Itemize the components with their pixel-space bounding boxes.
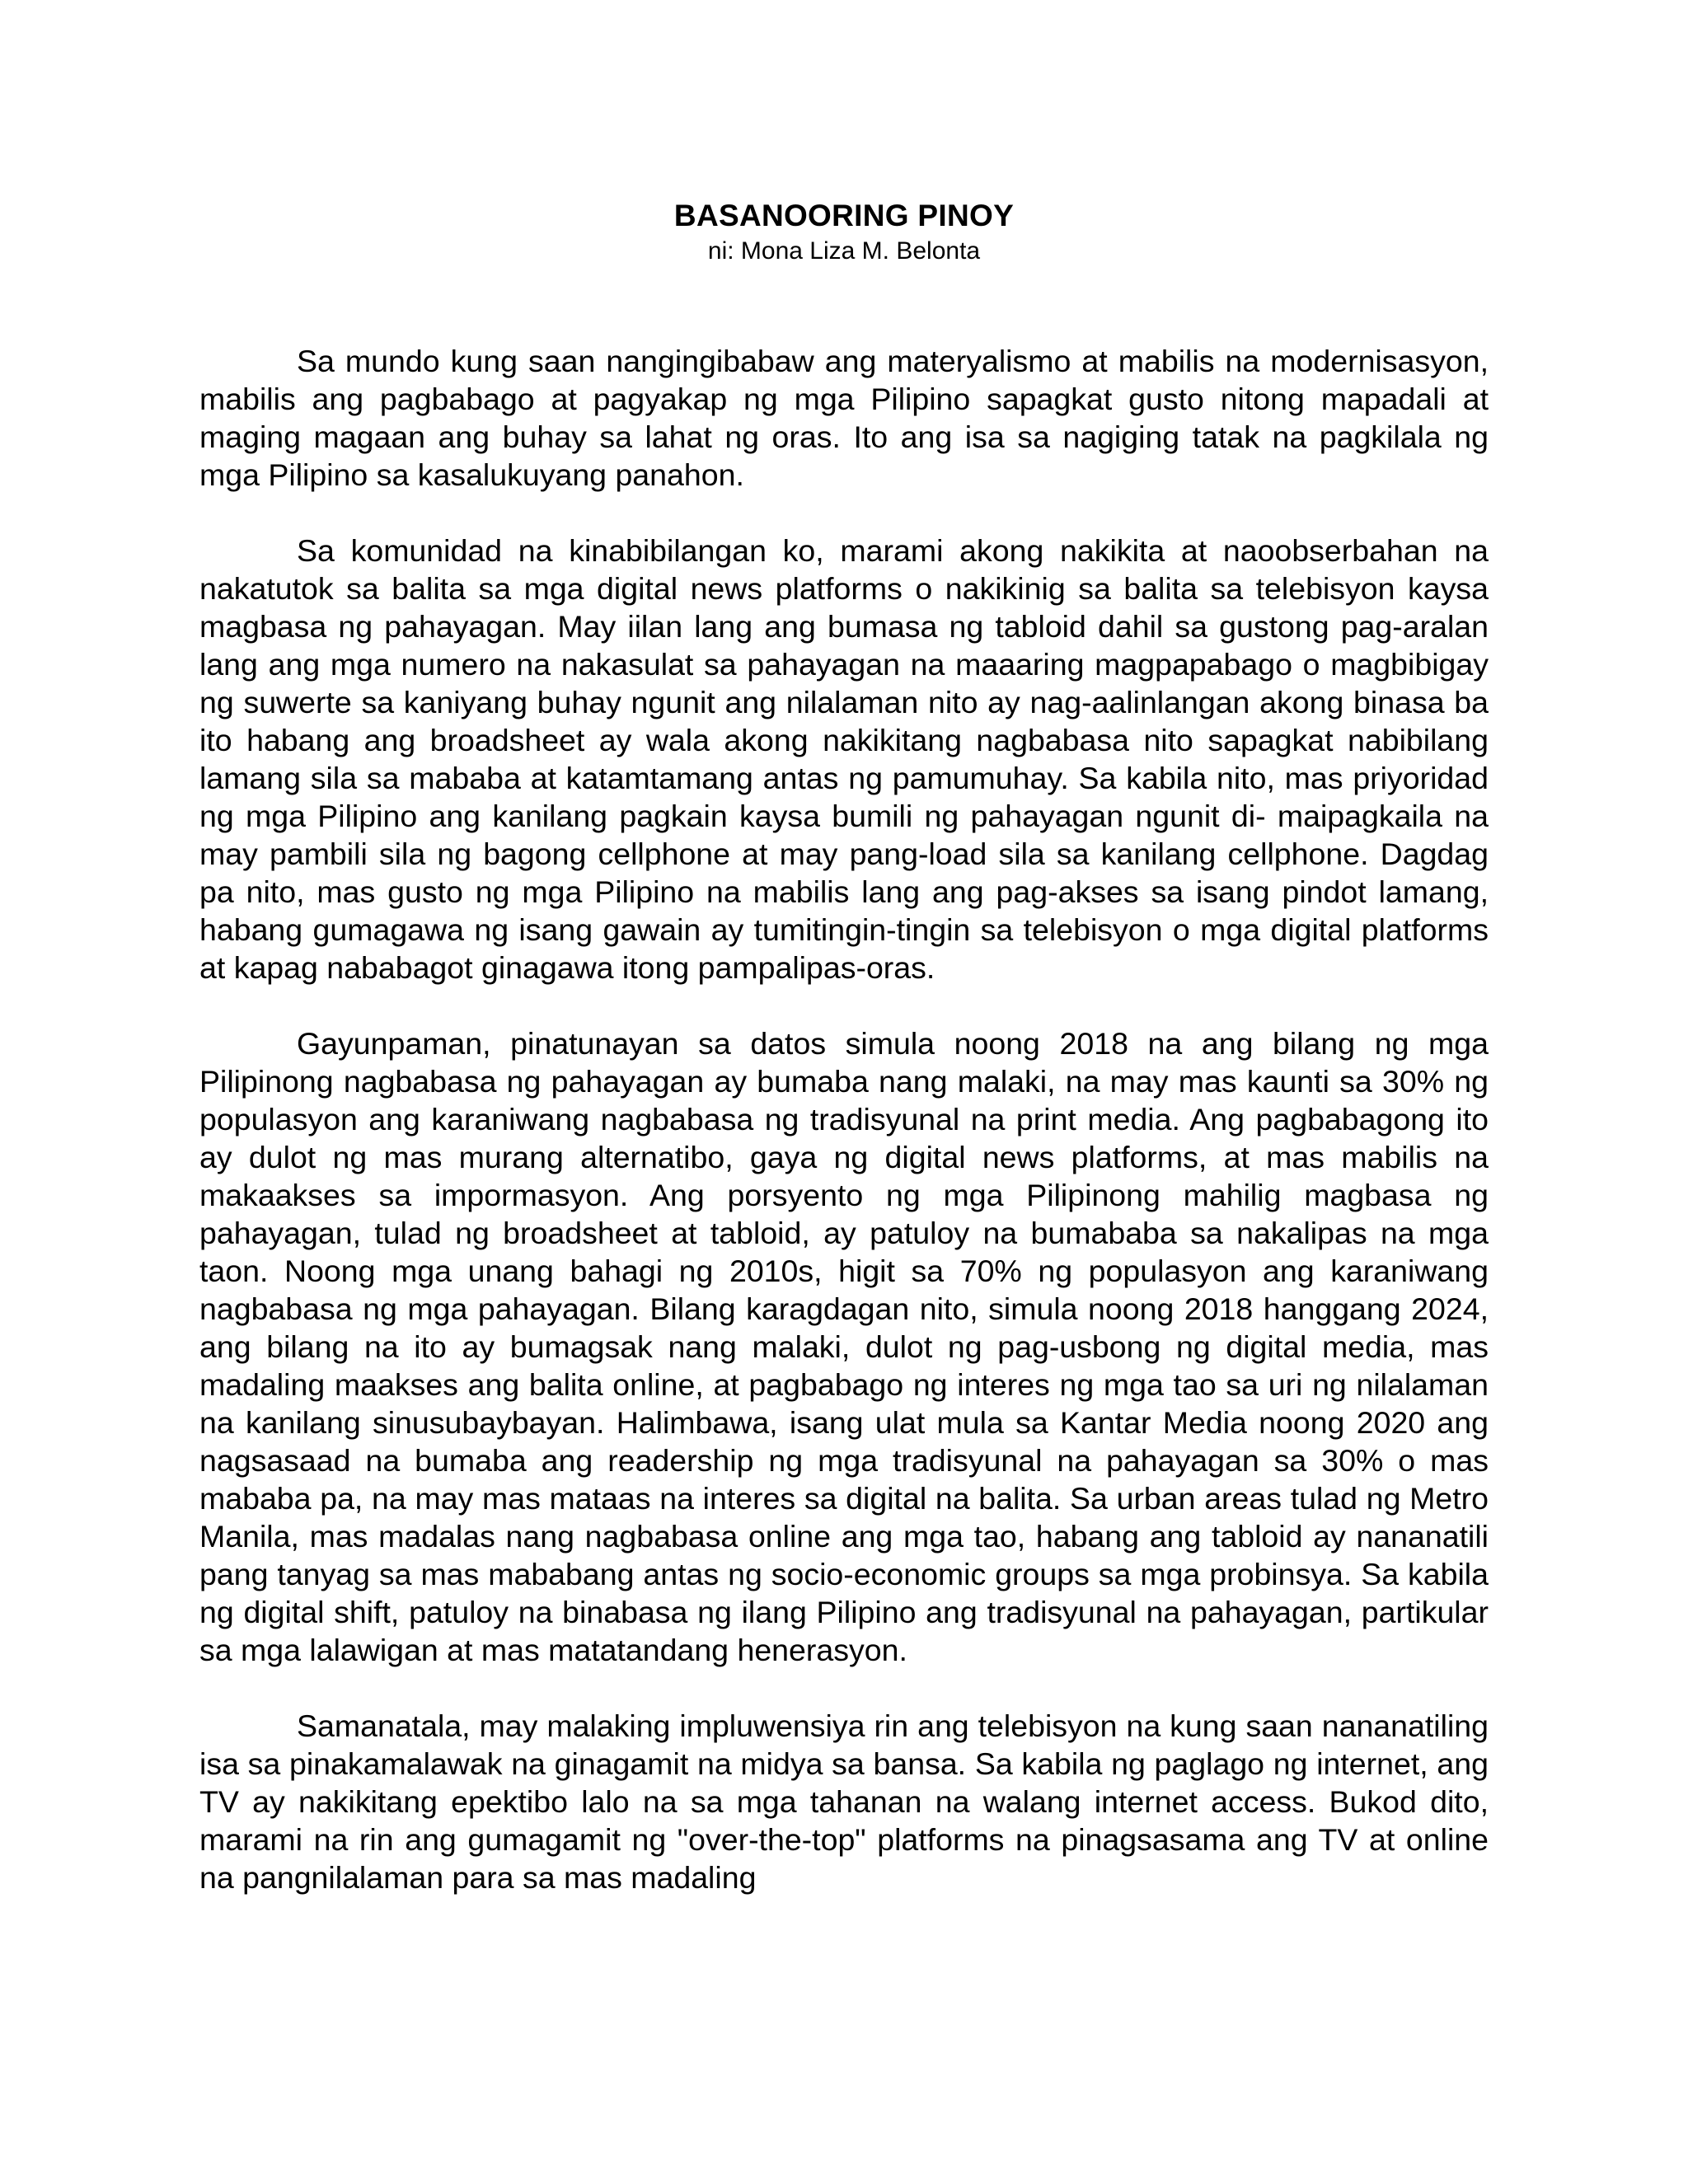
paragraph-1: Sa mundo kung saan nangingibabaw ang materyalismo at mabilis na modernisasyon, mabilis ang pagbabago at pagyakap ng mga Pilipino sapagkat gusto nitong mapadali at maging magaan ang buhay sa lahat ng oras. Ito ang isa sa nagiging tatak na pagkilala ng mga Pilipino sa kasalukuyang panahon. bbox=[199, 344, 1489, 492]
paragraph-4: Samanatala, may malaking impluwensiya rin ang telebisyon na kung saan nananatiling isa sa pinakamalawak na ginagamit na midya sa bansa. Sa kabila ng paglago ng internet, ang TV ay nakikitang epektibo lalo na sa mga tahanan na walang internet access. Bukod dito, marami na rin ang gumagamit ng "over-the-top" platforms na pinagsasama ang TV at online na pangnilalaman para sa mas madaling bbox=[199, 1708, 1489, 1895]
document-title: BASANOORING PINOY bbox=[673, 199, 1015, 232]
document-body bbox=[199, 342, 1489, 1896]
paragraph-2: Sa komunidad na kinabibilangan ko, marami akong nakikita at naoobserbahan na nakatutok sa balita sa mga digital news platforms o nakikinig sa balita sa telebisyon kaysa magbasa ng pahayagan. May iilan lang ang bumasa ng tabloid dahil sa gustong pag-aralan lang ang mga numero na nakasulat sa pahayagan na maaaring magpapabago o magbibigay ng suwerte sa kaniyang buhay ngunit ang nilalaman nito ay nag-aalinlangan akong binasa ba ito habang ang broadsheet ay wala akong nakikitang nagbabasa nito sapagkat nabibilang lamang sila sa mababa at katamtamang antas ng pamumuhay. Sa kabila nito, mas priyoridad ng mga Pilipino ang kanilang pagkain kaysa bumili ng pahayagan ngunit di- maipagkaila na may pambili sila ng bagong cellphone at may pang-load sila sa kanilang cellphone. Dagdag pa nito, mas gusto ng mga Pilipino na mabilis lang ang pag-akses sa isang pindot lamang, habang gumagawa ng isang gawain ay tumitingin-tingin sa telebisyon o mga digital platforms at kapag nababagot ginagawa itong pampalipas-oras. bbox=[199, 533, 1489, 985]
paragraph-3: Gayunpaman, pinatunayan sa datos simula noong 2018 na ang bilang ng mga Pilipinong nagbabasa ng pahayagan ay bumaba nang malaki, na may mas kaunti sa 30% ng populasyon ang karaniwang nagbabasa ng tradisyunal na print media. Ang pagbabagong ito ay dulot ng mas murang alternatibo, gaya ng digital news platforms, at mas mabilis na makaakses sa impormasyon. Ang porsyento ng mga Pilipinong mahilig magbasa ng pahayagan, tulad ng broadsheet at tabloid, ay patuloy na bumababa sa nakalipas na mga taon. Noong mga unang bahagi ng 2010s, higit sa 70% ng populasyon ang karaniwang nagbabasa ng mga pahayagan. Bilang karagdagan nito, simula noong 2018 hanggang 2024, ang bilang na ito ay bumagsak nang malaki, dulot ng pag-usbong ng digital media, mas madaling maakses ang balita online, at pagbabago ng interes ng mga tao sa uri ng nilalaman na kanilang sinusubaybayan. Halimbawa, isang ulat mula sa Kantar Media noong 2020 ang nagsasaad na bumaba ang readership ng mga tradisyunal na pahayagan sa 30% o mas mababa pa, na may mas mataas na interes sa digital na balita. Sa urban areas tulad ng Metro Manila, mas madalas nang nagbabasa online ang mga tao, habang ang tabloid ay nananatili pang tanyag sa mas mababang antas ng socio-economic groups sa mga probinsya. Sa kabila ng digital shift, patuloy na binabasa ng ilang Pilipino ang tradisyunal na pahayagan, partikular sa mga lalawigan at mas matatandang henerasyon. bbox=[199, 1026, 1489, 1667]
document-author: ni: Mona Liza M. Belonta bbox=[707, 237, 981, 265]
